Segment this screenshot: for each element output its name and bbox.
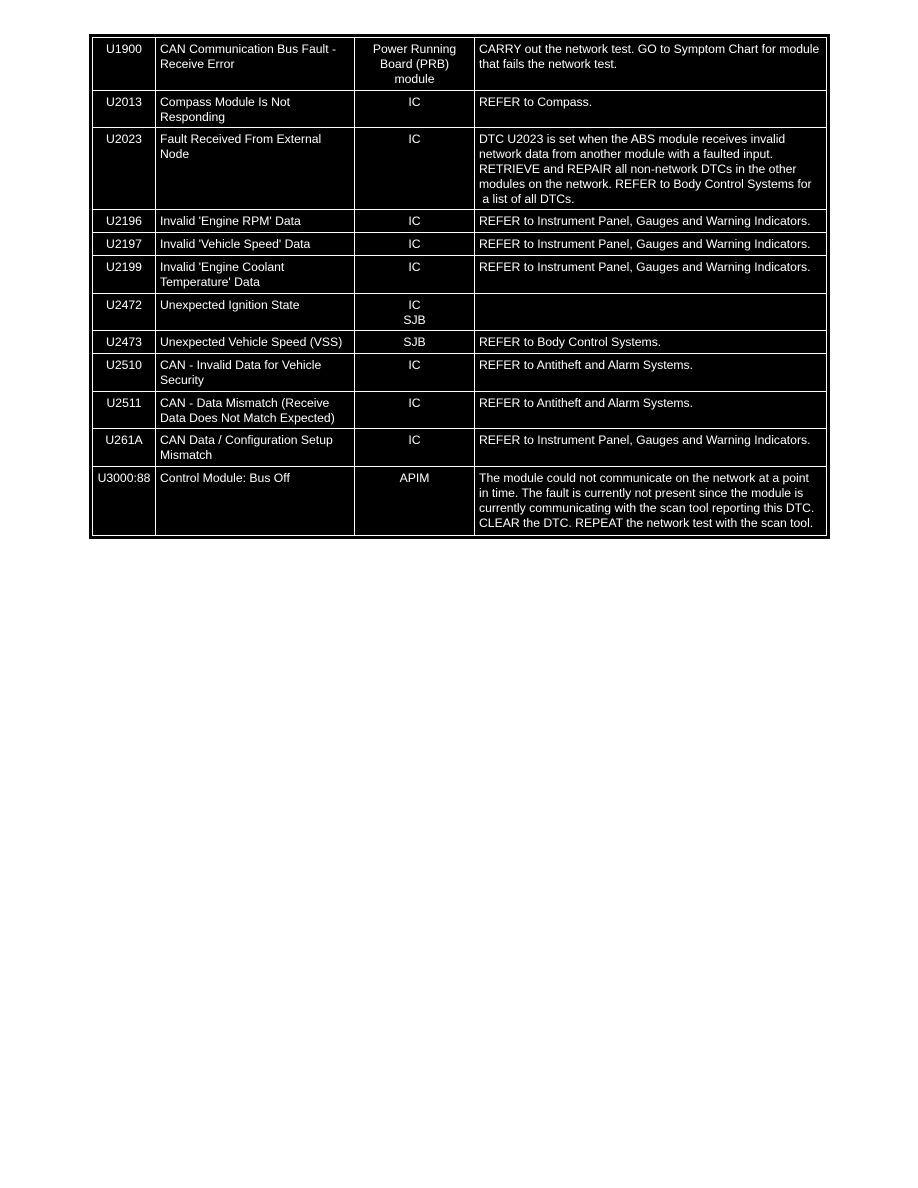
- dtc-table: [92, 37, 827, 536]
- action-cell: REFER to Instrument Panel, Gauges and Warning Indicators.: [475, 233, 827, 256]
- dtc-code-cell: U2473: [93, 331, 156, 354]
- dtc-code-cell: U2510: [93, 354, 156, 392]
- module-cell: IC: [355, 256, 475, 294]
- dtc-code-cell: U1900: [93, 38, 156, 91]
- action-cell: The module could not communicate on the network at a point in time. The fault is currently not present since the module is currently communicating with the scan tool reporting this DTC. CLEAR the DTC. REPEAT the network test with the scan tool.: [475, 467, 827, 536]
- table-row: [93, 233, 827, 256]
- action-cell: REFER to Instrument Panel, Gauges and Warning Indicators.: [475, 210, 827, 233]
- dtc-code-cell: U2472: [93, 294, 156, 331]
- dtc-code-cell: U2013: [93, 91, 156, 128]
- action-cell: CARRY out the network test. GO to Symptom Chart for module that fails the network test.: [475, 38, 827, 91]
- module-cell: IC: [355, 392, 475, 429]
- table-row: [93, 429, 827, 467]
- description-cell: Invalid 'Engine RPM' Data: [156, 210, 355, 233]
- description-cell: Unexpected Vehicle Speed (VSS): [156, 331, 355, 354]
- table-row: [93, 392, 827, 429]
- description-cell: Compass Module Is Not Responding: [156, 91, 355, 128]
- table-row: [93, 354, 827, 392]
- description-cell: CAN Data / Configuration Setup Mismatch: [156, 429, 355, 467]
- description-cell: CAN Communication Bus Fault - Receive Error: [156, 38, 355, 91]
- module-cell: IC: [355, 91, 475, 128]
- dtc-table-container: [89, 34, 830, 539]
- dtc-code-cell: U2199: [93, 256, 156, 294]
- module-cell: SJB: [355, 331, 475, 354]
- table-row: [93, 256, 827, 294]
- dtc-code-cell: U2196: [93, 210, 156, 233]
- table-row: [93, 38, 827, 91]
- description-cell: Control Module: Bus Off: [156, 467, 355, 536]
- dtc-code-cell: U261A: [93, 429, 156, 467]
- table-row: [93, 91, 827, 128]
- module-cell: Power Running Board (PRB) module: [355, 38, 475, 91]
- action-cell: REFER to Compass.: [475, 91, 827, 128]
- table-row: [93, 294, 827, 331]
- action-cell: REFER to Instrument Panel, Gauges and Warning Indicators.: [475, 256, 827, 294]
- module-cell: IC: [355, 233, 475, 256]
- dtc-code-cell: U2197: [93, 233, 156, 256]
- module-cell: IC: [355, 354, 475, 392]
- action-cell: DTC U2023 is set when the ABS module receives invalid network data from another module with a faulted input. RETRIEVE and REPAIR all non-network DTCs in the other modules on the network. REFER to Body Control Systems for a list of all DTCs.: [475, 128, 827, 210]
- dtc-code-cell: U2511: [93, 392, 156, 429]
- table-row: [93, 331, 827, 354]
- description-cell: Fault Received From External Node: [156, 128, 355, 210]
- module-cell: APIM: [355, 467, 475, 536]
- action-cell: [475, 294, 827, 331]
- table-row: [93, 467, 827, 536]
- description-cell: Invalid 'Engine Coolant Temperature' Data: [156, 256, 355, 294]
- description-cell: Invalid 'Vehicle Speed' Data: [156, 233, 355, 256]
- module-cell: IC SJB: [355, 294, 475, 331]
- action-cell: REFER to Body Control Systems.: [475, 331, 827, 354]
- action-cell: REFER to Instrument Panel, Gauges and Warning Indicators.: [475, 429, 827, 467]
- module-cell: IC: [355, 128, 475, 210]
- module-cell: IC: [355, 429, 475, 467]
- table-row: [93, 210, 827, 233]
- description-cell: Unexpected Ignition State: [156, 294, 355, 331]
- table-row: [93, 128, 827, 210]
- description-cell: CAN - Data Mismatch (Receive Data Does Not Match Expected): [156, 392, 355, 429]
- description-cell: CAN - Invalid Data for Vehicle Security: [156, 354, 355, 392]
- action-cell: REFER to Antitheft and Alarm Systems.: [475, 354, 827, 392]
- module-cell: IC: [355, 210, 475, 233]
- dtc-code-cell: U3000:88: [93, 467, 156, 536]
- dtc-code-cell: U2023: [93, 128, 156, 210]
- action-cell: REFER to Antitheft and Alarm Systems.: [475, 392, 827, 429]
